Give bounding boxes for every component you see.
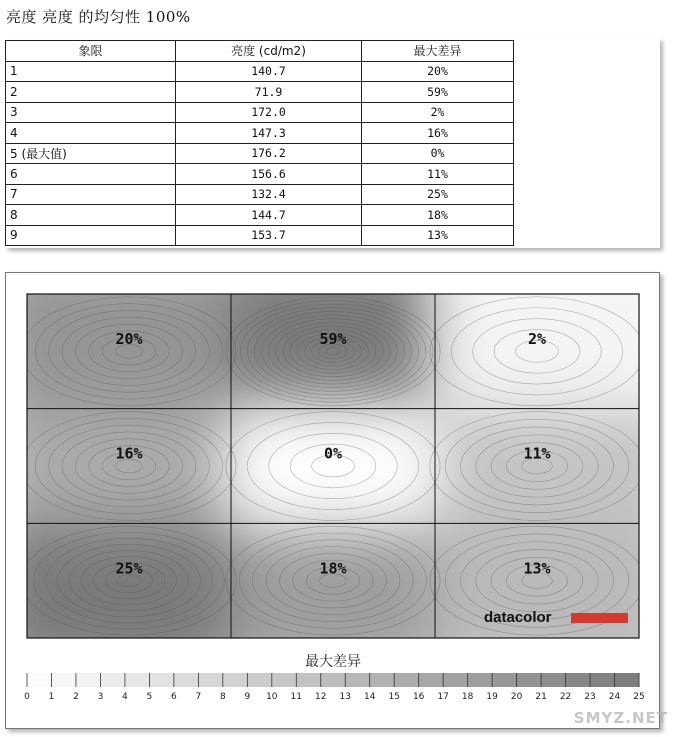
table-row bbox=[6, 225, 514, 246]
colorbar-tick-label: 8 bbox=[219, 692, 226, 702]
colorbar-tick-label: 9 bbox=[244, 692, 251, 702]
colorbar bbox=[24, 673, 645, 702]
datacolor-logo-text: datacolor bbox=[484, 609, 552, 626]
quadrant-label-q5: 0% bbox=[323, 444, 343, 463]
cell-luminance: 156.6 bbox=[176, 164, 362, 185]
colorbar-tick-label: 17 bbox=[437, 692, 449, 702]
table-row bbox=[6, 184, 514, 205]
quadrant-label-q6: 11% bbox=[523, 444, 551, 463]
colorbar-tick-label: 14 bbox=[363, 692, 376, 702]
header-quadrant: 象限 bbox=[6, 41, 176, 62]
table-row bbox=[6, 61, 514, 82]
colorbar-swatch bbox=[345, 673, 370, 687]
colorbar-tick-label: 22 bbox=[559, 692, 572, 702]
cell-max-diff: 11% bbox=[362, 164, 514, 185]
colorbar-swatch bbox=[468, 673, 493, 687]
colorbar-tick-label: 7 bbox=[195, 692, 202, 702]
cell-quadrant: 3 bbox=[6, 102, 176, 123]
table-row bbox=[6, 164, 514, 185]
colorbar-swatch bbox=[541, 673, 566, 687]
colorbar-tick-label: 6 bbox=[171, 692, 177, 702]
cell-luminance: 153.7 bbox=[176, 225, 362, 246]
colorbar-tick-label: 3 bbox=[97, 692, 104, 702]
heatmap-tile-q9 bbox=[435, 523, 659, 678]
colorbar-tick-label: 10 bbox=[266, 692, 278, 702]
colorbar-swatch bbox=[223, 673, 248, 687]
cell-max-diff: 13% bbox=[362, 225, 514, 246]
quadrant-label-q2: 59% bbox=[319, 330, 347, 348]
table-row bbox=[6, 123, 514, 144]
cell-luminance: 132.4 bbox=[176, 184, 362, 205]
cell-quadrant: 5 (最大值) bbox=[6, 143, 176, 164]
table-row bbox=[6, 102, 514, 123]
colorbar-tick-label: 18 bbox=[461, 692, 474, 702]
cell-max-diff: 25% bbox=[362, 184, 514, 205]
watermark: SMYZ.NET bbox=[573, 709, 668, 727]
cell-quadrant: 6 bbox=[6, 164, 176, 185]
heatmap-tile-q7 bbox=[6, 523, 231, 678]
colorbar-tick-label: 21 bbox=[535, 692, 547, 702]
quadrant-label-q8: 18% bbox=[319, 559, 347, 578]
colorbar-tick-label: 19 bbox=[486, 692, 498, 702]
page-title: 亮度 亮度 的均匀性 100% bbox=[6, 8, 191, 26]
cell-luminance: 172.0 bbox=[176, 102, 362, 123]
cell-max-diff: 18% bbox=[362, 205, 514, 226]
heatmap-tile-q6 bbox=[435, 409, 659, 524]
cell-luminance: 144.7 bbox=[176, 205, 362, 226]
colorbar-tick-label: 1 bbox=[48, 692, 55, 702]
cell-max-diff: 2% bbox=[362, 102, 514, 123]
colorbar-tick-label: 2 bbox=[73, 692, 79, 702]
quadrant-label-q1: 20% bbox=[115, 330, 143, 348]
colorbar-swatch bbox=[198, 673, 223, 687]
cell-luminance: 140.7 bbox=[176, 61, 362, 82]
colorbar-tick-label: 5 bbox=[146, 692, 153, 702]
colorbar-swatch bbox=[419, 673, 444, 687]
colorbar-swatch bbox=[590, 673, 615, 687]
cell-max-diff: 0% bbox=[362, 143, 514, 164]
colorbar-tick-label: 0 bbox=[24, 692, 30, 702]
colorbar-tick-label: 16 bbox=[412, 692, 425, 702]
colorbar-swatch bbox=[394, 673, 419, 687]
colorbar-tick-label: 12 bbox=[315, 692, 327, 702]
cell-quadrant: 8 bbox=[6, 205, 176, 226]
heatmap-tile-q3 bbox=[435, 273, 659, 409]
quadrant-label-q4: 16% bbox=[115, 444, 143, 463]
colorbar-swatch bbox=[247, 673, 272, 687]
colorbar-tick-label: 23 bbox=[584, 692, 596, 702]
table-row bbox=[6, 143, 514, 164]
colorbar-swatch bbox=[100, 673, 125, 687]
uniformity-table bbox=[5, 40, 514, 246]
datacolor-logo-bar bbox=[571, 613, 628, 623]
colorbar-tick-label: 24 bbox=[608, 692, 621, 702]
header-luminance: 亮度 (cd/m2) bbox=[176, 41, 362, 62]
colorbar-swatch bbox=[370, 673, 395, 687]
colorbar-tick-label: 13 bbox=[339, 692, 351, 702]
uniformity-heatmap bbox=[6, 273, 659, 728]
header-max-diff: 最大差异 bbox=[362, 41, 514, 62]
quadrant-label-q3: 2% bbox=[527, 330, 547, 348]
colorbar-swatch bbox=[492, 673, 517, 687]
cell-max-diff: 16% bbox=[362, 123, 514, 144]
table-row bbox=[6, 205, 514, 226]
cell-max-diff: 59% bbox=[362, 82, 514, 103]
table-header-row bbox=[6, 41, 514, 62]
heatmap-tile-q4 bbox=[6, 409, 231, 524]
colorbar-swatch bbox=[615, 673, 640, 687]
uniformity-table-panel bbox=[5, 38, 660, 248]
colorbar-swatch bbox=[174, 673, 199, 687]
colorbar-swatch bbox=[566, 673, 591, 687]
cell-luminance: 176.2 bbox=[176, 143, 362, 164]
uniformity-heatmap-panel bbox=[5, 272, 660, 729]
colorbar-tick-label: 15 bbox=[388, 692, 400, 702]
cell-quadrant: 4 bbox=[6, 123, 176, 144]
cell-luminance: 147.3 bbox=[176, 123, 362, 144]
cell-quadrant: 7 bbox=[6, 184, 176, 205]
colorbar-swatch bbox=[149, 673, 174, 687]
colorbar-swatch bbox=[27, 673, 52, 687]
colorbar-swatch bbox=[272, 673, 297, 687]
quadrant-label-q9: 13% bbox=[523, 559, 551, 578]
colorbar-title: 最大差异 bbox=[305, 654, 361, 670]
quadrant-label-q7: 25% bbox=[115, 559, 143, 578]
colorbar-swatch bbox=[76, 673, 101, 687]
colorbar-tick-label: 11 bbox=[290, 692, 303, 702]
cell-max-diff: 20% bbox=[362, 61, 514, 82]
colorbar-swatch bbox=[296, 673, 321, 687]
colorbar-tick-label: 4 bbox=[122, 692, 128, 702]
colorbar-swatch bbox=[321, 673, 346, 687]
cell-quadrant: 2 bbox=[6, 82, 176, 103]
table-row bbox=[6, 82, 514, 103]
colorbar-tick-label: 20 bbox=[510, 692, 523, 702]
cell-quadrant: 9 bbox=[6, 225, 176, 246]
colorbar-swatch bbox=[125, 673, 150, 687]
cell-luminance: 71.9 bbox=[176, 82, 362, 103]
colorbar-swatch bbox=[517, 673, 542, 687]
colorbar-tick-label: 25 bbox=[633, 692, 645, 702]
heatmap-tile-q5 bbox=[231, 409, 435, 524]
cell-quadrant: 1 bbox=[6, 61, 176, 82]
colorbar-swatch bbox=[51, 673, 76, 687]
colorbar-swatch bbox=[443, 673, 468, 687]
